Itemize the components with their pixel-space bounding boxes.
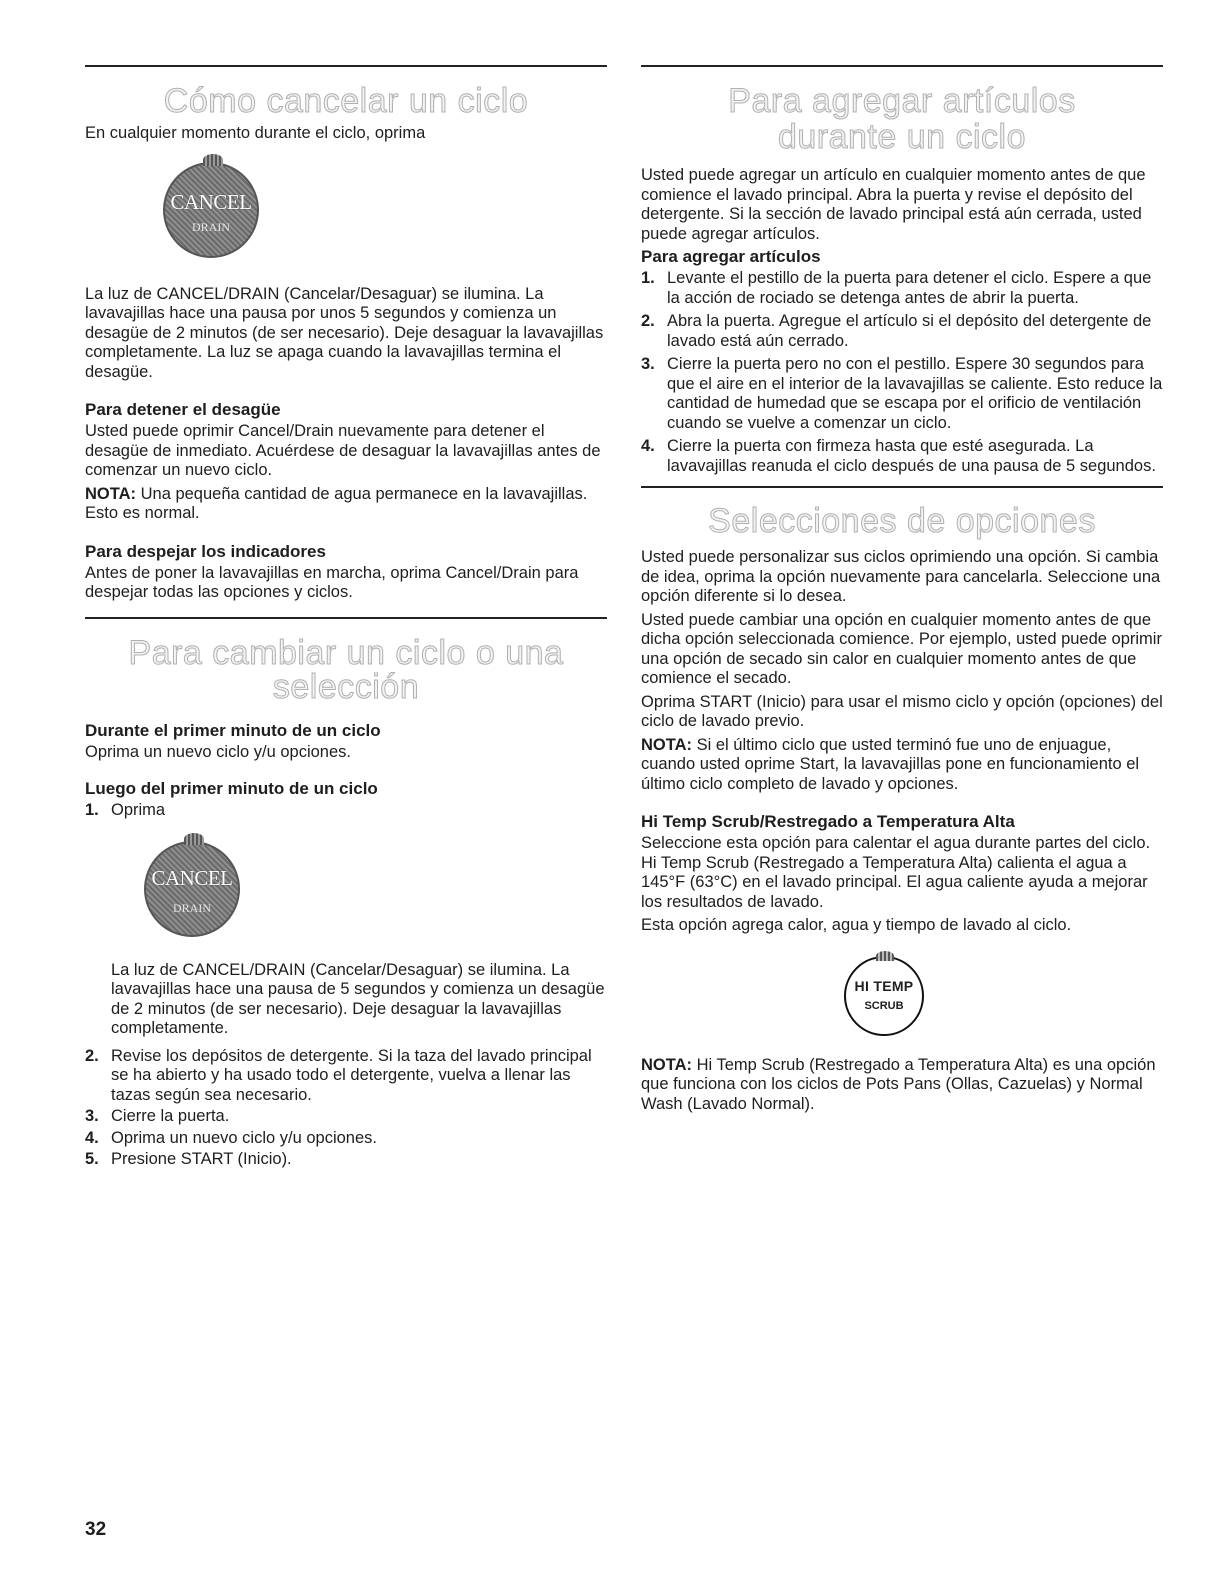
cancel-drain-button-icon — [144, 841, 240, 937]
section-rule — [641, 486, 1163, 488]
badge-bottom-label: DRAIN — [173, 900, 211, 915]
add-items-steps-list — [641, 269, 1163, 476]
options-note — [641, 736, 1163, 795]
cancel-intro: En cualquier momento durante el ciclo, oprima — [85, 124, 426, 142]
hi-temp-p2: Esta opción agrega calor, agua y tiempo de lavado al ciclo. — [641, 916, 1072, 934]
stop-drain-body: Usted puede oprimir Cancel/Drain nuevamente para detener el desagüe de inmediato. Acuérdese de desaguar la lavavajillas antes de comenzar un nuevo ciclo. — [85, 422, 601, 479]
right-column — [641, 65, 1163, 1114]
clear-indicators-body: Antes de poner la lavavajillas en marcha, oprima Cancel/Drain para despejar todas las opciones y ciclos. — [85, 563, 579, 601]
step-text: Presione START (Inicio). — [111, 1150, 292, 1168]
after-first-minute-heading: Luego del primer minuto de un ciclo — [85, 779, 378, 798]
change-cycle-title: Para cambiar un ciclo o una selección — [128, 633, 564, 706]
clear-indicators-heading: Para despejar los indicadores — [85, 541, 326, 561]
step-text: Oprima un nuevo ciclo y/u opciones. — [111, 1128, 377, 1147]
options-p1: Usted puede personalizar sus ciclos oprimiendo una opción. Si cambia de idea, oprima la opción nuevamente para cancelarla. Seleccione una opción diferente si lo desea. — [641, 548, 1161, 605]
left-column — [85, 65, 607, 1170]
options-p2: Usted puede cambiar una opción en cualquier momento antes de que dicha opción seleccionada comience. Por ejemplo, usted puede oprimir una opción de secado sin calor en cualquier momento antes de que comience el secado. — [641, 610, 1162, 687]
step-number: 4. — [85, 1128, 99, 1147]
step-number: 3. — [85, 1107, 99, 1125]
cancel-drain-badge-wrap — [111, 841, 607, 937]
note-label: NOTA: — [641, 735, 693, 754]
step-text: Cierre la puerta pero no con el pestillo. Espere 30 segundos para que el aire en el interior de la lavavajillas se caliente. Esto reduce la cantidad de humedad que se escapa por el orificio de ventilación cuando se vuelve a comenzar un ciclo. — [667, 355, 1163, 432]
step-text: Revise los depósitos de detergente. Si la taza del lavado principal se ha abierto y ha usado todo el detergente, vuelva a llenar las tazas según sea necesario. — [111, 1046, 592, 1104]
note-label: NOTA: — [85, 484, 137, 503]
add-items-intro: Usted puede agregar un artículo en cualquier momento antes de que comience el lavado principal. Abra la puerta y revise el depósito del detergente. Si la sección de lavado principal está aún cerrada, usted puede agregar artículos. — [641, 166, 1146, 243]
note-text: Si el último ciclo que usted terminó fue uno de enjuague, cuando usted oprime Start, la lavavajillas pone en funcionamiento el último ciclo completo de lavado y opciones. — [641, 735, 1140, 793]
indicator-light-icon — [203, 154, 223, 166]
page-number: 32 — [85, 1519, 107, 1540]
step-number: 3. — [641, 355, 655, 373]
list-item — [641, 312, 1163, 351]
list-item — [85, 801, 607, 1039]
hi-temp-badge-wrap — [641, 956, 1163, 1036]
section-rule — [641, 65, 1163, 67]
options-p3: Oprima START (Inicio) para usar el mismo ciclo y opción (opciones) del ciclo de lavado previo. — [641, 692, 1163, 730]
list-item — [85, 1129, 607, 1149]
stop-drain-note — [85, 485, 607, 524]
change-steps-list — [85, 801, 607, 1170]
note-text: Hi Temp Scrub (Restregado a Temperatura Alta) es una opción que funciona con los ciclos de Pots Pans (Ollas, Cazuelas) y Normal Wash (Lavado Normal). — [641, 1055, 1156, 1113]
step-number: 2. — [85, 1046, 99, 1065]
list-item — [641, 437, 1163, 476]
step-number: 1. — [85, 801, 99, 819]
step-text: Levante el pestillo de la puerta para detener el ciclo. Espere a que la acción de rociado se detenga antes de abrir la puerta. — [667, 269, 1152, 307]
list-item — [85, 1107, 607, 1127]
note-text: Una pequeña cantidad de agua permanece en la lavavajillas. Esto es normal. — [85, 484, 588, 522]
step-number: 4. — [641, 437, 655, 455]
stop-drain-heading: Para detener el desagüe — [85, 400, 281, 419]
cancel-cycle-title: Cómo cancelar un ciclo — [163, 82, 529, 120]
step-text: Oprima — [111, 801, 166, 819]
badge-bottom-label: DRAIN — [192, 219, 230, 234]
list-item — [85, 1150, 607, 1170]
step-text: Abra la puerta. Agregue el artículo si el depósito del detergente de lavado está aún cerrado. — [667, 312, 1152, 350]
badge-top-label: CANCEL — [151, 865, 233, 890]
list-item — [641, 269, 1163, 308]
cancel-body: La luz de CANCEL/DRAIN (Cancelar/Desaguar) se ilumina. La lavavajillas hace una pausa por unos 5 segundos y comienza un desagüe de 2 minutos (de ser necesario). Deje desaguar la lavavajillas completamente. La luz se apaga cuando la lavavajillas termina el desagüe. — [85, 284, 604, 381]
hi-temp-note — [641, 1056, 1163, 1115]
step-text: Cierre la puerta con firmeza hasta que esté asegurada. La lavavajillas reanuda el ciclo después de una pausa de 5 segundos. — [667, 437, 1156, 475]
badge-top-label: CANCEL — [170, 189, 252, 214]
indicator-light-icon — [876, 951, 894, 961]
step-number: 2. — [641, 312, 655, 330]
note-label: NOTA: — [641, 1055, 693, 1074]
option-selections-title: Selecciones de opciones — [708, 502, 1096, 540]
hi-temp-scrub-heading: Hi Temp Scrub/Restregado a Temperatura Alta — [641, 812, 1015, 831]
section-rule — [85, 65, 607, 67]
badge-bottom-label: SCRUB — [864, 999, 904, 1012]
hi-temp-p1: Seleccione esta opción para calentar el agua durante partes del ciclo. Hi Temp Scrub (Restregado a Temperatura Alta) calienta el agua a 145°F (63°C) en el lavado principal. El agua caliente ayuda a mejorar los resultados de lavado. — [641, 834, 1151, 911]
hi-temp-scrub-button-icon — [844, 956, 924, 1036]
step-1-body: La luz de CANCEL/DRAIN (Cancelar/Desaguar) se ilumina. La lavavajillas hace una pausa de 5 segundos y comienza un desagüe de 2 minutos (de ser necesario). Deje desaguar la lavavajillas completamente. — [111, 960, 605, 1037]
section-rule — [85, 617, 607, 619]
cancel-drain-button-icon — [163, 162, 259, 258]
step-number: 5. — [85, 1150, 99, 1168]
add-items-title-line2: durante un ciclo — [777, 118, 1027, 156]
list-item — [85, 1047, 607, 1106]
indicator-light-icon — [184, 833, 204, 845]
add-items-heading: Para agregar artículos — [641, 247, 821, 266]
first-minute-heading: Durante el primer minuto de un ciclo — [85, 720, 381, 740]
badge-top-label: HI TEMP — [854, 977, 914, 994]
step-text: Cierre la puerta. — [111, 1107, 230, 1125]
step-number: 1. — [641, 269, 655, 287]
first-minute-body: Oprima un nuevo ciclo y/u opciones. — [85, 742, 351, 761]
cancel-drain-badge-wrap — [85, 162, 607, 258]
list-item — [641, 355, 1163, 433]
add-items-title-line1: Para agregar artículos — [728, 82, 1076, 120]
